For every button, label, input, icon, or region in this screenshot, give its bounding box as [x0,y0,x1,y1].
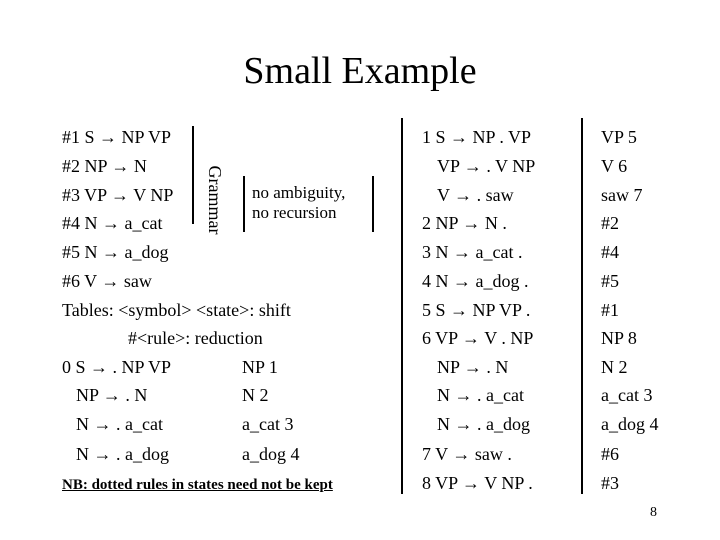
page-number: 8 [650,505,657,520]
state-action-13: #3 [601,473,619,493]
note-border-right [372,176,374,232]
state-action-7: #1 [601,300,619,320]
column-divider-left [401,118,403,494]
state-rule-12: 7 V → saw . [422,444,512,464]
grammar-rule-6: #6 V → saw [62,271,152,291]
grammar-bracket [192,126,194,224]
state-rule-11: N → . a_dog [437,414,530,434]
nb-note: NB: dotted rules in states need not be kept [62,477,333,493]
state0-rule-4: N → . a_dog [76,444,169,464]
state-action-8: NP 8 [601,328,637,348]
state-rule-9: NP → . N [437,357,509,377]
note-text: no ambiguity, no recursion [252,183,346,222]
state0-rule-1: 0 S → . NP VP [62,357,172,377]
state0-rule-3: N → . a_cat [76,414,163,434]
state-rule-10: N → . a_cat [437,385,524,405]
state-action-4: #2 [601,213,619,233]
state-rule-4: 2 NP → N . [422,213,507,233]
state-action-1: VP 5 [601,127,637,147]
state-rule-7: 5 S → NP VP . [422,300,531,320]
state-rule-6: 4 N → a_dog . [422,271,529,291]
slide-title: Small Example [243,50,477,92]
tables-line-1: Tables: <symbol> <state>: shift [62,300,291,320]
state-action-5: #4 [601,242,619,262]
grammar-label: Grammar [205,165,225,235]
state-action-3: saw 7 [601,185,643,205]
column-divider-middle [581,118,583,494]
grammar-rule-4: #4 N → a_cat [62,213,163,233]
state-action-12: #6 [601,444,619,464]
state-rule-13: 8 VP → V NP . [422,473,533,493]
state-rule-8: 6 VP → V . NP [422,328,534,348]
state0-action-2: N 2 [242,385,269,405]
grammar-rule-2: #2 NP → N [62,156,147,176]
state-action-9: N 2 [601,357,628,377]
grammar-rule-1: #1 S → NP VP [62,127,172,147]
note-border-left [243,176,245,232]
grammar-rule-3: #3 VP → V NP [62,185,174,205]
state-action-11: a_dog 4 [601,414,659,434]
state-rule-2: VP → . V NP [437,156,536,176]
state-rule-1: 1 S → NP . VP [422,127,532,147]
state0-rule-2: NP → . N [76,385,148,405]
state0-action-4: a_dog 4 [242,444,300,464]
state0-action-3: a_cat 3 [242,414,294,434]
grammar-rule-5: #5 N → a_dog [62,242,169,262]
state-action-6: #5 [601,271,619,291]
state-action-10: a_cat 3 [601,385,653,405]
state-rule-3: V → . saw [437,185,514,205]
state-rule-5: 3 N → a_cat . [422,242,523,262]
state0-action-1: NP 1 [242,357,278,377]
state-action-2: V 6 [601,156,628,176]
tables-line-2: #<rule>: reduction [128,328,263,348]
